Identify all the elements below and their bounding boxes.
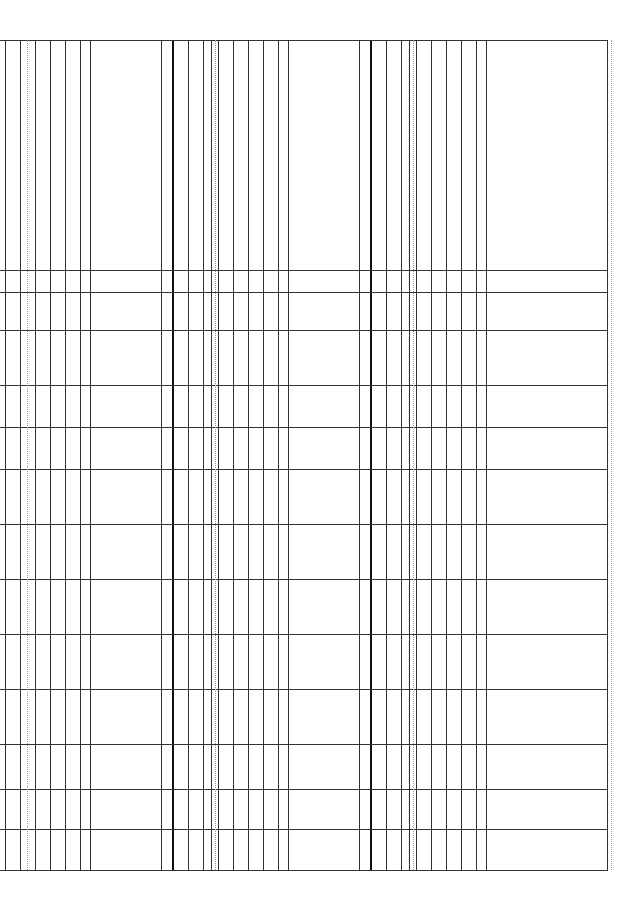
table-cell	[289, 470, 410, 525]
table-cell	[279, 293, 289, 331]
table-cell	[51, 428, 66, 470]
column-number-row	[81, 41, 91, 871]
table-cell	[91, 525, 212, 580]
table-cell	[289, 635, 410, 690]
table-cell	[249, 293, 264, 331]
table-cell	[66, 525, 81, 580]
table-cell	[234, 690, 249, 745]
table-cell	[66, 331, 81, 386]
table-cell	[249, 331, 264, 386]
table-cell	[0, 428, 6, 470]
table-cell	[462, 790, 477, 830]
table-cell	[487, 690, 608, 745]
table-cell	[66, 690, 81, 745]
table-cell	[462, 690, 477, 745]
table-cell	[462, 745, 477, 790]
table-cell	[234, 271, 249, 293]
section-2-title	[413, 40, 422, 870]
table-cell	[0, 386, 6, 428]
table-row	[447, 41, 462, 871]
table-cell	[36, 635, 51, 690]
table-cell	[264, 635, 279, 690]
table-cell	[91, 830, 212, 871]
table-cell	[432, 525, 447, 580]
table-cell	[279, 428, 289, 470]
table-cell	[487, 745, 608, 790]
footnote	[13, 40, 28, 870]
table-cell	[234, 635, 249, 690]
table-cell	[51, 690, 66, 745]
table-cell	[432, 690, 447, 745]
table-cell	[81, 690, 91, 745]
table-cell	[36, 293, 51, 331]
table-cell	[36, 790, 51, 830]
table-cell	[432, 293, 447, 331]
table-cell	[81, 635, 91, 690]
table-cell	[432, 635, 447, 690]
table-cell	[462, 830, 477, 871]
table-cell	[66, 745, 81, 790]
table-cell	[234, 790, 249, 830]
table-cell	[477, 635, 487, 690]
table-cell	[487, 790, 608, 830]
table-cell	[249, 635, 264, 690]
table-cell	[0, 470, 6, 525]
table-cell	[0, 830, 6, 871]
table-cell	[487, 428, 608, 470]
table-cell	[477, 428, 487, 470]
table-cell	[289, 580, 410, 635]
table-cell	[66, 830, 81, 871]
table-cell	[81, 470, 91, 525]
table-cell	[36, 386, 51, 428]
table-cell	[447, 690, 462, 745]
table-cell	[432, 790, 447, 830]
table-cell	[234, 293, 249, 331]
table-header-row	[91, 41, 212, 871]
table-cell	[249, 271, 264, 293]
table-cell	[81, 428, 91, 470]
table-row	[264, 41, 279, 871]
table-cell	[447, 790, 462, 830]
table-cell	[91, 745, 212, 790]
table-cell	[249, 790, 264, 830]
table-cell	[477, 830, 487, 871]
table-cell	[462, 41, 477, 271]
table-cell	[91, 331, 212, 386]
table-cell	[36, 745, 51, 790]
table-cell	[487, 470, 608, 525]
table-cell	[0, 525, 6, 580]
table-cell	[477, 271, 487, 293]
table-cell	[462, 293, 477, 331]
table-cell	[0, 271, 6, 293]
table-cell	[264, 271, 279, 293]
table-cell	[234, 830, 249, 871]
table-cell	[477, 331, 487, 386]
table-cell	[289, 293, 410, 331]
table-cell	[432, 271, 447, 293]
table-cell	[51, 745, 66, 790]
table-cell	[249, 745, 264, 790]
table-cell	[51, 386, 66, 428]
table-cell	[447, 470, 462, 525]
table-cell	[487, 41, 608, 271]
table-cell	[264, 525, 279, 580]
table-cell	[36, 525, 51, 580]
table-cell	[264, 386, 279, 428]
table-cell	[289, 790, 410, 830]
table-cell	[66, 386, 81, 428]
table-cell	[477, 386, 487, 428]
table-cell	[462, 470, 477, 525]
table-cell	[91, 271, 212, 293]
table-cell	[234, 580, 249, 635]
table-cell	[81, 525, 91, 580]
table-cell	[51, 41, 66, 271]
table-cell	[477, 525, 487, 580]
table-header-row	[487, 41, 608, 871]
table-cell	[289, 830, 410, 871]
table-cell	[51, 525, 66, 580]
table-cell	[477, 745, 487, 790]
table-cell	[462, 580, 477, 635]
table-cell	[91, 690, 212, 745]
table-cell	[447, 525, 462, 580]
table-row	[234, 41, 249, 871]
table-cell	[66, 41, 81, 271]
table-cell	[447, 745, 462, 790]
table-cell	[91, 293, 212, 331]
table-header-row	[289, 41, 410, 871]
table-cell	[462, 271, 477, 293]
table-cell	[234, 386, 249, 428]
table-cell	[0, 331, 6, 386]
table-row	[249, 41, 264, 871]
table-cell	[487, 830, 608, 871]
table-cell	[477, 580, 487, 635]
table-cell	[36, 41, 51, 271]
table-cell	[66, 470, 81, 525]
table-cell	[234, 525, 249, 580]
table-cell	[0, 745, 6, 790]
table-cell	[447, 428, 462, 470]
table-cell	[432, 470, 447, 525]
table-row	[51, 41, 66, 871]
table-cell	[51, 271, 66, 293]
table-cell	[487, 331, 608, 386]
table-cell	[81, 790, 91, 830]
table-cell	[66, 293, 81, 331]
table-cell	[279, 525, 289, 580]
table-cell	[477, 41, 487, 271]
table-cell	[289, 271, 410, 293]
table-cell	[51, 331, 66, 386]
table-cell	[462, 428, 477, 470]
table-cell	[289, 745, 410, 790]
table-cell	[477, 690, 487, 745]
table-cell	[264, 830, 279, 871]
table-cell	[66, 635, 81, 690]
table-cell	[279, 470, 289, 525]
table-cell	[279, 386, 289, 428]
table-cell	[462, 386, 477, 428]
table-cell	[447, 635, 462, 690]
table-cell	[91, 790, 212, 830]
table-cell	[81, 580, 91, 635]
table-cell	[51, 470, 66, 525]
table-cell	[81, 830, 91, 871]
table-cell	[234, 331, 249, 386]
table-cell	[36, 580, 51, 635]
table-cell	[249, 580, 264, 635]
table-row	[66, 41, 81, 871]
table-cell	[91, 428, 212, 470]
table-cell	[66, 580, 81, 635]
table-cell	[432, 41, 447, 271]
section-1-title	[611, 40, 620, 870]
table-cell	[249, 41, 264, 271]
table-cell	[447, 580, 462, 635]
table-cell	[279, 790, 289, 830]
form-code	[628, 820, 636, 880]
table-cell	[249, 690, 264, 745]
column-number-row	[477, 41, 487, 871]
table-cell	[487, 271, 608, 293]
table-cell	[462, 635, 477, 690]
table-cell	[289, 331, 410, 386]
table-cell	[0, 293, 6, 331]
table-cell	[264, 790, 279, 830]
table-cell	[264, 470, 279, 525]
table-cell	[36, 428, 51, 470]
table-cell	[462, 525, 477, 580]
table-cell	[249, 525, 264, 580]
table-cell	[447, 293, 462, 331]
table-cell	[264, 745, 279, 790]
table-cell	[81, 41, 91, 271]
table-cell	[289, 41, 410, 271]
table-cell	[36, 830, 51, 871]
column-number-row	[279, 41, 289, 871]
table-cell	[264, 293, 279, 331]
table-cell	[66, 428, 81, 470]
table-cell	[279, 271, 289, 293]
table-cell	[462, 331, 477, 386]
table-cell	[447, 331, 462, 386]
table-cell	[0, 690, 6, 745]
table-cell	[51, 293, 66, 331]
table-cell	[477, 470, 487, 525]
table-cell	[81, 745, 91, 790]
table-cell	[91, 580, 212, 635]
table-cell	[264, 690, 279, 745]
table-cell	[81, 331, 91, 386]
table-cell	[91, 41, 212, 271]
table-cell	[432, 428, 447, 470]
table-cell	[234, 41, 249, 271]
table-cell	[279, 745, 289, 790]
table-cell	[289, 428, 410, 470]
table-row	[432, 41, 447, 871]
table-cell	[234, 745, 249, 790]
table-cell	[279, 690, 289, 745]
table-cell	[249, 830, 264, 871]
table-cell	[279, 635, 289, 690]
table-cell	[264, 580, 279, 635]
table-cell	[234, 428, 249, 470]
table-cell	[51, 580, 66, 635]
table-cell	[36, 690, 51, 745]
table-cell	[432, 745, 447, 790]
table-cell	[279, 830, 289, 871]
table-cell	[36, 271, 51, 293]
table-cell	[264, 428, 279, 470]
table-row	[462, 41, 477, 871]
table-cell	[447, 271, 462, 293]
table-cell	[51, 830, 66, 871]
table-cell	[249, 470, 264, 525]
table-cell	[81, 386, 91, 428]
table-cell	[279, 41, 289, 271]
table-cell	[0, 635, 6, 690]
table-cell	[487, 580, 608, 635]
table-cell	[447, 41, 462, 271]
table-cell	[0, 41, 6, 271]
table-cell	[477, 790, 487, 830]
table-cell	[432, 830, 447, 871]
table-cell	[289, 525, 410, 580]
table-cell	[289, 690, 410, 745]
table-cell	[36, 470, 51, 525]
table-cell	[432, 580, 447, 635]
table-cell	[66, 271, 81, 293]
table-cell	[0, 580, 6, 635]
table-cell	[279, 331, 289, 386]
table-cell	[36, 331, 51, 386]
table-cell	[447, 386, 462, 428]
table-cell	[487, 386, 608, 428]
table-cell	[91, 386, 212, 428]
table-cell	[487, 525, 608, 580]
table-cell	[91, 470, 212, 525]
table-cell	[432, 386, 447, 428]
table-cell	[66, 790, 81, 830]
table-cell	[447, 830, 462, 871]
table-cell	[249, 428, 264, 470]
table-cell	[51, 635, 66, 690]
table-cell	[487, 293, 608, 331]
table-cell	[432, 331, 447, 386]
table-cell	[249, 386, 264, 428]
table-cell	[81, 271, 91, 293]
table-row	[0, 41, 6, 871]
table-cell	[81, 293, 91, 331]
table-cell	[234, 470, 249, 525]
table-cell	[91, 635, 212, 690]
section-3-title	[215, 40, 224, 870]
table-cell	[51, 790, 66, 830]
table-row	[36, 41, 51, 871]
table-cell	[0, 790, 6, 830]
table-cell	[487, 635, 608, 690]
table-cell	[477, 293, 487, 331]
table-cell	[264, 41, 279, 271]
table-cell	[264, 331, 279, 386]
section-3-table	[0, 40, 212, 871]
table-cell	[279, 580, 289, 635]
table-cell	[289, 386, 410, 428]
